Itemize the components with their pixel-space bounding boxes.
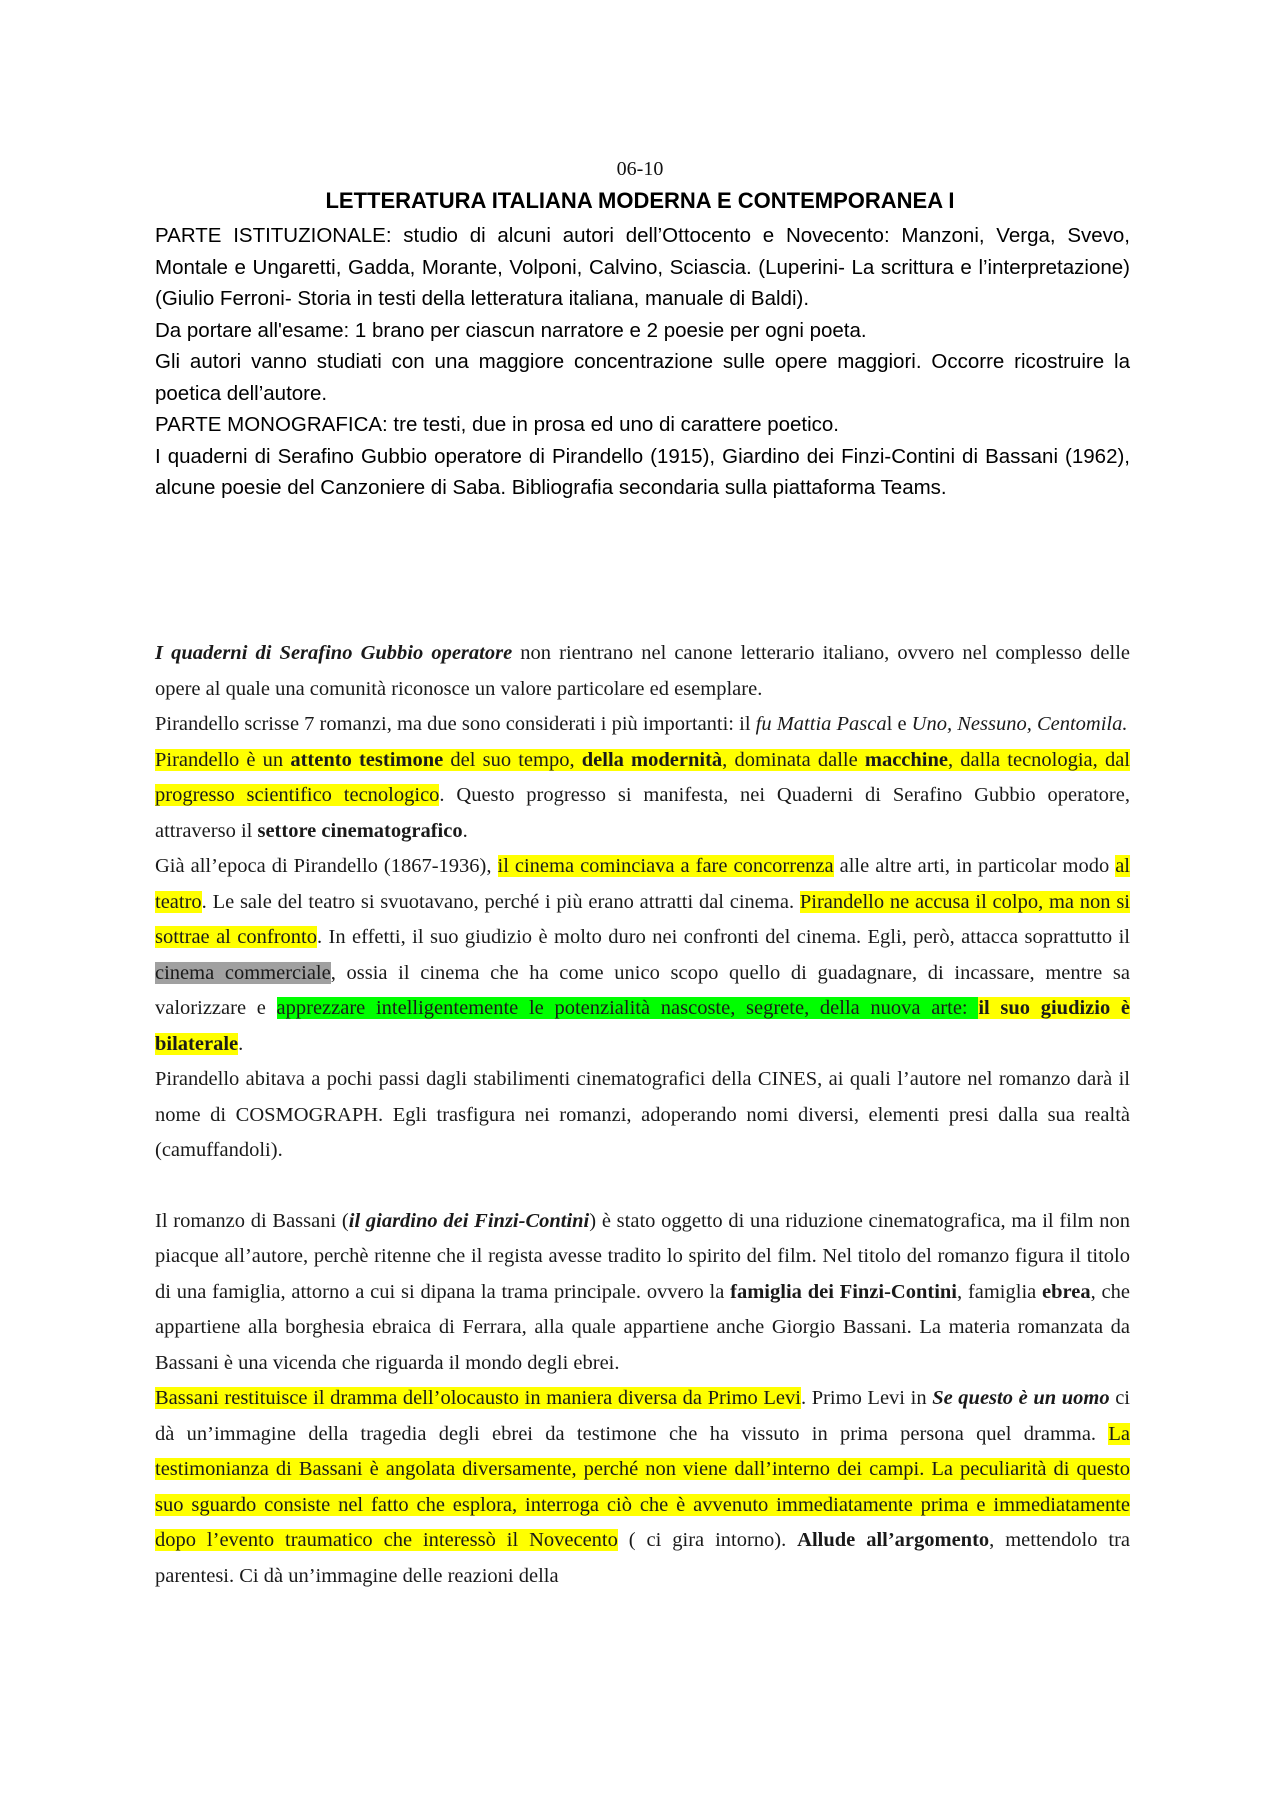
text-span: Pirandello scrisse 7 romanzi, ma due sono considerati i più importanti: il [155,713,756,735]
text-span: , famiglia [957,1280,1043,1303]
highlight-green: apprezzare intelligentemente le potenzialità nascoste, segrete, della nuova arte: [276,997,979,1019]
course-info [155,220,1130,504]
text-span: del suo tempo, [443,748,582,771]
text-span: Pirandello è un [155,748,291,771]
bold-term: famiglia dei Finzi-Contini [730,1280,958,1303]
bold-term: della modernità [581,748,723,771]
text-span: . In effetti, il suo giudizio è molto duro nei confronti del cinema. Egli, però, attacca soprattutto il [316,926,1130,948]
paragraph-serafino [155,636,1130,707]
highlight-yellow: Bassani restituisce il dramma dell’olocausto in maniera diversa da Primo Levi [155,1387,801,1409]
text-span: . Le sale del teatro si svuotavano, perché i più erano attratti dal cinema. [201,890,800,913]
bold-term: settore cinematografico [257,819,463,842]
notes-body [155,636,1130,1594]
highlight-yellow-bold: il suo giudizio è bilaterale [155,997,1131,1055]
text-span: Il romanzo di Bassani ( [155,1209,349,1232]
paragraph-bassani [155,1204,1130,1382]
book-title: Uno, Nessuno, Centomila. [911,713,1128,735]
text-span: ci dà un’immagine della tragedia degli ebrei da testimone che ha vissuto in prima persona quel dramma. [155,1387,1131,1445]
book-title: il giardino dei Finzi-Contini [348,1209,590,1232]
text-span: ( ci gira intorno). [617,1529,798,1551]
text-span: non rientrano nel canone letterario italiano, ovvero nel complesso delle opere al quale una comunità riconosce un valore particolare ed esemplare. [155,642,1130,700]
text-span: . [238,1032,244,1055]
bold-term: Allude all’argomento [797,1529,990,1551]
highlight-yellow: La testimonianza di Bassani è angolata diversamente, perché non viene dall’interno dei campi. La peculiarità di questo suo sguardo consiste nel fatto che esplora, interroga ciò che è avvenuto immediatamente prima e immediatamente dopo l’evento traumatico che interessò il Novecento [155,1422,1130,1551]
text-span: , che appartiene alla borghesia ebraica di Ferrara, alla quale appartiene anche Giorgio Bassani. La materia romanzata da Bassani è una vicenda che riguarda il mondo degli ebrei. [155,1280,1130,1374]
paragraph-romanzi [155,707,1130,743]
text-span: , dominata dalle [722,748,865,771]
text-span: , dalla tecnologia, dal progresso scientifico tecnologico [155,748,1130,806]
course-title: LETTERATURA ITALIANA MODERNA E CONTEMPORANEA I [325,188,955,213]
bold-term: macchine [864,748,948,771]
highlight-yellow: al teatro [155,855,1130,913]
parte-istituzionale: PARTE ISTITUZIONALE: studio di alcuni autori dell’Ottocento e Novecento: Manzoni, Verga, Svevo, Montale e Ungaretti, Gadda, Morante, Volponi, Calvino, Sciascia. (Luperini- La scrittura e l’interpretazione) (Giulio Ferroni- Storia in testi della letteratura italiana, manuale di Baldi). [155,224,1130,310]
book-title: I quaderni di Serafino Gubbio operatore [155,642,513,664]
highlight-gray: cinema commerciale [155,961,331,984]
text-span: l e [886,713,912,735]
text-span: ) è stato oggetto di una riduzione cinematografica, ma il film non piacque all’autore, perchè ritenne che il regista avesse tradito lo spirito del film. Nel titolo del romanzo figura il titolo di una famiglia, attorno a cui si dipana la trama principale. ovvero la [155,1209,1130,1303]
text-span: Già all’epoca di Pirandello (1867-1936), [155,855,498,877]
text-span: . Primo Levi in [800,1387,933,1409]
paragraph-cinema [155,849,1130,1062]
paragraph-olocausto [155,1381,1130,1594]
text-span: , mettendolo tra parentesi. Ci dà un’immagine delle reazioni della [155,1529,1130,1587]
text-span: . Questo progresso si manifesta, nei Quaderni di Serafino Gubbio operatore, attraverso il [155,784,1130,842]
paragraph-gap [155,1169,1130,1204]
paragraph-cines: Pirandello abitava a pochi passi dagli stabilimenti cinematografici della CINES, ai quali l’autore nel romanzo darà il nome di COSMOGRAPH. Egli trasfigura nei romanzi, adoperando nomi diversi, elementi presi dalla sua realtà (camuffandoli). [155,1068,1130,1161]
highlight-yellow: Pirandello ne accusa il colpo, ma non si sottrae al confronto [155,890,1130,948]
parte-monografica: PARTE MONOGRAFICA: tre testi, due in prosa ed uno di carattere poetico. [155,413,840,436]
date-label: 06-10 [616,158,664,180]
highlight-yellow: il cinema cominciava a fare concorrenza [497,855,834,877]
bold-term: attento testimone [290,748,444,771]
authors-note: Gli autori vanno studiati con una maggiore concentrazione sulle opere maggiori. Occorre ricostruire la poetica dell’autore. [155,350,1130,405]
text-span: , ossia il cinema che ha come unico scopo quello di guadagnare, di incassare, mentre sa valorizzare e [155,961,1131,1019]
text-span: alle altre arti, in particolar modo [833,855,1116,877]
bold-term: ebrea [1042,1280,1091,1303]
text-span: . [462,819,468,842]
book-title: Se questo è un uomo [932,1387,1110,1409]
texts-list: I quaderni di Serafino Gubbio operatore di Pirandello (1915), Giardino dei Finzi-Contini di Bassani (1962), alcune poesie del Canzoniere di Saba. Bibliografia secondaria sulla piattaforma Teams. [155,444,1130,499]
paragraph-modernita [155,743,1130,850]
exam-requirements: Da portare all'esame: 1 brano per ciascun narratore e 2 poesie per ogni poeta. [155,318,867,342]
book-title: fu Mattia Pasca [755,713,887,735]
